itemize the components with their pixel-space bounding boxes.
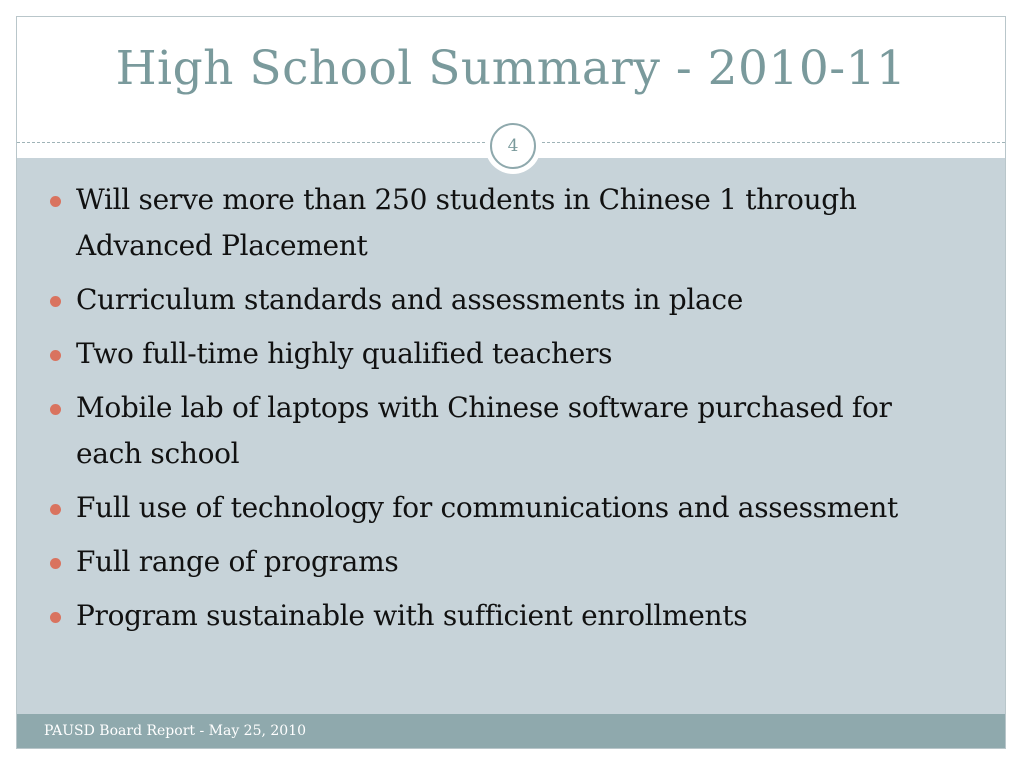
bullet-dot-icon [50, 296, 61, 307]
slide-title: High School Summary - 2010-11 [115, 41, 907, 96]
footer-bar [17, 714, 1005, 748]
bullet-item [47, 485, 947, 531]
page-number: 4 [490, 123, 536, 169]
page-number-badge [485, 118, 541, 174]
bullet-text: Curriculum standards and assessments in place [76, 283, 744, 316]
bullet-item [47, 385, 947, 477]
footer-text: PAUSD Board Report - May 25, 2010 [44, 723, 307, 739]
bullet-item [47, 277, 947, 323]
slide [16, 16, 1006, 749]
bullet-item [47, 539, 947, 585]
bullet-dot-icon [50, 350, 61, 361]
bullet-text: Mobile lab of laptops with Chinese software purchased for each school [76, 391, 892, 470]
bullet-dot-icon [50, 612, 61, 623]
bullet-dot-icon [50, 504, 61, 515]
bullet-text: Program sustainable with sufficient enrollments [76, 599, 748, 632]
bullet-text: Full use of technology for communications and assessment [76, 491, 898, 524]
bullet-text: Full range of programs [76, 545, 399, 578]
bullet-dot-icon [50, 196, 61, 207]
bullet-text: Will serve more than 250 students in Chinese 1 through Advanced Placement [76, 183, 857, 262]
bullet-dot-icon [50, 404, 61, 415]
bullet-text: Two full-time highly qualified teachers [76, 337, 613, 370]
bullet-item [47, 593, 947, 639]
bullet-item [47, 331, 947, 377]
bullet-list [47, 177, 947, 647]
bullet-dot-icon [50, 558, 61, 569]
bullet-item [47, 177, 947, 269]
